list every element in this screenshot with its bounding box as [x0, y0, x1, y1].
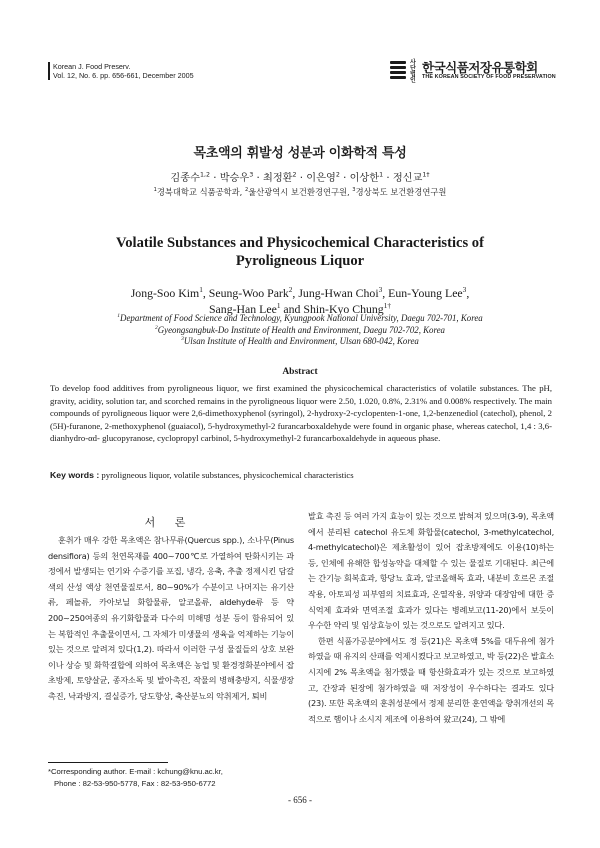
- author-separator: and: [280, 302, 304, 316]
- affiliation-line: [0, 313, 600, 325]
- author-affiliation-mark: 2: [292, 171, 297, 179]
- journal-citation: [48, 62, 194, 80]
- author-separator: ·: [296, 173, 307, 184]
- body-column-left: [48, 533, 294, 705]
- body-paragraph: 한편 식품가공분야에서도 정 등(21)은 목초액 5%를 대두유에 첨가하였을 때 유지의 산패를 억제시켰다고 보고하였고, 박 등(22)은 발효소시지에 2% 목초액을 첨가했을 때 항산화효과가 있는 것으로 보고하였고, 간장과 된장에 첨가하였을 때 저장성이 우수하다는 결과도 있다(23). 또한 목초액의 훈취성분에서 정제 분리한 훈연액을 향취개선의 목적으로 햄이나 소시지 제조에 이용하여 왔고(24), 그 밖에: [308, 635, 554, 724]
- affiliation-mark: 3: [352, 187, 356, 194]
- affiliation-line: [0, 336, 600, 348]
- author-name: 김종수: [170, 173, 200, 184]
- author-name: Seung-Woo Park: [208, 286, 289, 300]
- author-name: 박승우: [219, 173, 250, 184]
- affiliation-mark: 1: [153, 187, 157, 194]
- author-name: 이은영: [306, 173, 336, 184]
- affiliation-text: 경상북도 보건환경연구원: [355, 187, 447, 197]
- journal-volume: Vol. 12, No. 6. pp. 656-661, December 2005: [53, 71, 194, 80]
- affiliation-text: Ulsan Institute of Health and Environment, Ulsan 680-042, Korea: [183, 336, 419, 346]
- affiliation-text: Department of Food Science and Technology, Kyungpook National University, Daegu 702-701, Korea: [120, 313, 483, 323]
- journal-name: Korean J. Food Preserv.: [53, 62, 131, 71]
- author-separator: ·: [383, 173, 393, 184]
- society-small-label: 사단법인: [410, 59, 416, 84]
- english-authors-line-1: [0, 285, 600, 301]
- body-paragraph: 훈취가 매우 강한 목초액은 참나무류(Quercus spp.), 소나무(Pinus densiflora) 등의 천연목재를 400~700℃로 가열하여 탄화시키는 과정에서 발생되는 연기와 수증기를 포집, 냉각, 응축, 추출 정제시킨 담갈색의 산성 액상 천연물질로서, 80~90%가 수분이고 나머지는 유기산류, 페놀류, 카아보닐 화합물류, 알코올류, aldehyde류 등 약 200~250여종의 유기화합물과 다수의 미해명 성분 등이 함유되어 있는 복합적인 추출물이면서, 그 자체가 미생물의 생육을 억제하는 기능이 있는 것으로 알려져 있다(1,2). 따라서 이러한 구성 물질들의 상호 보완이나 상승 및 화학결합에 의하여 목초액은 농업 및 환경정화분야에서 잡초방제, 토양살균, 종자소독 및 발아촉진, 작물의 병해충방지, 식물생장 촉진, 낙과방지, 결실증가, 당도향상, 축산분뇨의 악취제거, 퇴비: [48, 535, 294, 701]
- author-name: Eun-Young Lee: [388, 286, 463, 300]
- footnote-phone: Phone : 82-53-950-5778, Fax : 82-53-950-6772: [54, 778, 216, 788]
- korean-affiliations: [0, 186, 600, 198]
- author-affiliation-mark: 2: [288, 285, 293, 295]
- body-paragraph: 발효 촉진 등 여러 가지 효능이 있는 것으로 밝혀져 있으며(3-9), 목초액에서 분리된 catechol 유도체 화합물(catechol, 3-methylcatechol, 4-methylcatechol)은 제초활성이 있어 잡초방제에도 이용(10)하는 등, 인체에 유해한 합성농약을 대체할 수 있는 물질로 기대된다. 최근에는 간기능 회복효과, 항당뇨 효과, 알코올해독 효과, 내분비 호르몬 조절작용, 아토피성 피부염의 치료효과, 온열작용, 위양과 대장암에 대한 증식억제 효과와 면역조절 효과가 있다는 병례보고(11-20)에서 보듯이 우수한 약리 및 임상효능이 있는 것으로도 알려지고 있다.: [308, 511, 554, 631]
- author-affiliation-mark: 1,2: [199, 171, 210, 179]
- affiliation-mark: 1: [117, 313, 121, 320]
- abstract-heading: Abstract: [282, 367, 318, 377]
- affiliation-text: Gyeongsangbuk-Do Institute of Health and Environment, Daegu 702-702, Korea: [157, 324, 445, 335]
- english-title-line-2: Pyroligneous Liquor: [235, 253, 365, 269]
- author-name: 이상한: [349, 173, 380, 184]
- section-heading-introduction: 서 론: [144, 516, 194, 529]
- author-separator: ·: [339, 173, 350, 184]
- society-logo-icon: [388, 60, 408, 80]
- author-affiliation-mark: 3: [462, 285, 467, 295]
- keywords-label: Key words :: [50, 470, 100, 480]
- author-affiliation-mark: 3: [378, 285, 383, 295]
- author-affiliation-mark: 1: [379, 171, 384, 179]
- author-name: 정신교: [392, 173, 423, 184]
- footnote-email: *Corresponding author. E-mail : kchung@knu.ac.kr,: [48, 767, 223, 776]
- society-header: [388, 58, 554, 82]
- english-affiliations: [0, 313, 600, 348]
- author-separator: ·: [210, 173, 220, 184]
- author-separator: ,: [466, 286, 470, 300]
- author-name: Sang-Han Lee: [209, 302, 277, 316]
- affiliation-mark: 3: [181, 336, 184, 343]
- affiliation-mark: 2: [244, 187, 249, 194]
- author-affiliation-mark: 1: [276, 301, 281, 311]
- author-affiliation-mark: 3: [249, 171, 254, 179]
- affiliation-text: 경북대학교 식품공학과,: [156, 187, 245, 197]
- author-name: 최정환: [263, 173, 293, 184]
- author-name: Jong-Soo Kim: [130, 286, 200, 300]
- corresponding-author-footnote: [48, 766, 298, 789]
- author-affiliation-mark: 2: [335, 171, 340, 179]
- author-separator: ,: [382, 286, 389, 300]
- korean-authors: [0, 169, 600, 184]
- society-name-korean: 한국식품저장유통학회: [422, 60, 538, 75]
- affiliation-text: 울산광역시 보건환경연구원,: [248, 187, 353, 197]
- body-column-right: [308, 509, 554, 727]
- english-title: [0, 234, 600, 270]
- abstract-text: To develop food additives from pyroligneous liquor, we first examined the physicochemical characteristics of volatile substances. The pH, gravity, acidity, solution tar, and scorched remains in the pyroligneous liquor were 2.50, 1.020, 0.8%, 2.31% and 0.008% respectively. The main compounds of pyroligneous liquor were 2,6-dimethoxyphenol (syringol), 2-hydroxy-2-cyclopenten-1-one, 1,2-benzenediol (catechol), phenol, 2 (5H)-furanone, 2-methoxyphenol (guaiacol), 5-hydroxymethyl-2 furancarboxaldehyde were found in organic phase, whereas catechol, 1,4 : 3,6-dianhydro-αd- glucopyranose, cyclopropyl carbinol, 5-hydroxymethyl-2 furancarboxaldehyde in aqueous phase.: [50, 383, 552, 444]
- author-affiliation-mark: 1†: [383, 301, 391, 311]
- affiliation-mark: 2: [155, 324, 158, 331]
- footnote-divider: [48, 762, 168, 763]
- author-separator: ·: [253, 173, 263, 184]
- author-separator: ,: [292, 286, 299, 300]
- korean-title: 목초액의 휘발성 성분과 이화학적 특성: [193, 146, 407, 161]
- author-name: Shin-Kyo Chung: [303, 302, 384, 316]
- author-name: Jung-Hwan Choi: [298, 286, 379, 300]
- english-title-line-1: Volatile Substances and Physicochemical Characteristics of: [116, 235, 484, 251]
- page-number: - 656 -: [288, 795, 312, 805]
- society-name-english: THE KOREAN SOCIETY OF FOOD PRESERVATION: [422, 74, 556, 80]
- author-separator: ,: [202, 286, 209, 300]
- affiliation-line: [0, 325, 600, 337]
- keywords: [50, 470, 552, 480]
- author-affiliation-mark: 1†: [422, 171, 430, 179]
- keywords-text: pyroligneous liquor, volatile substances, physicochemical characteristics: [99, 470, 354, 480]
- author-affiliation-mark: 1: [199, 285, 203, 295]
